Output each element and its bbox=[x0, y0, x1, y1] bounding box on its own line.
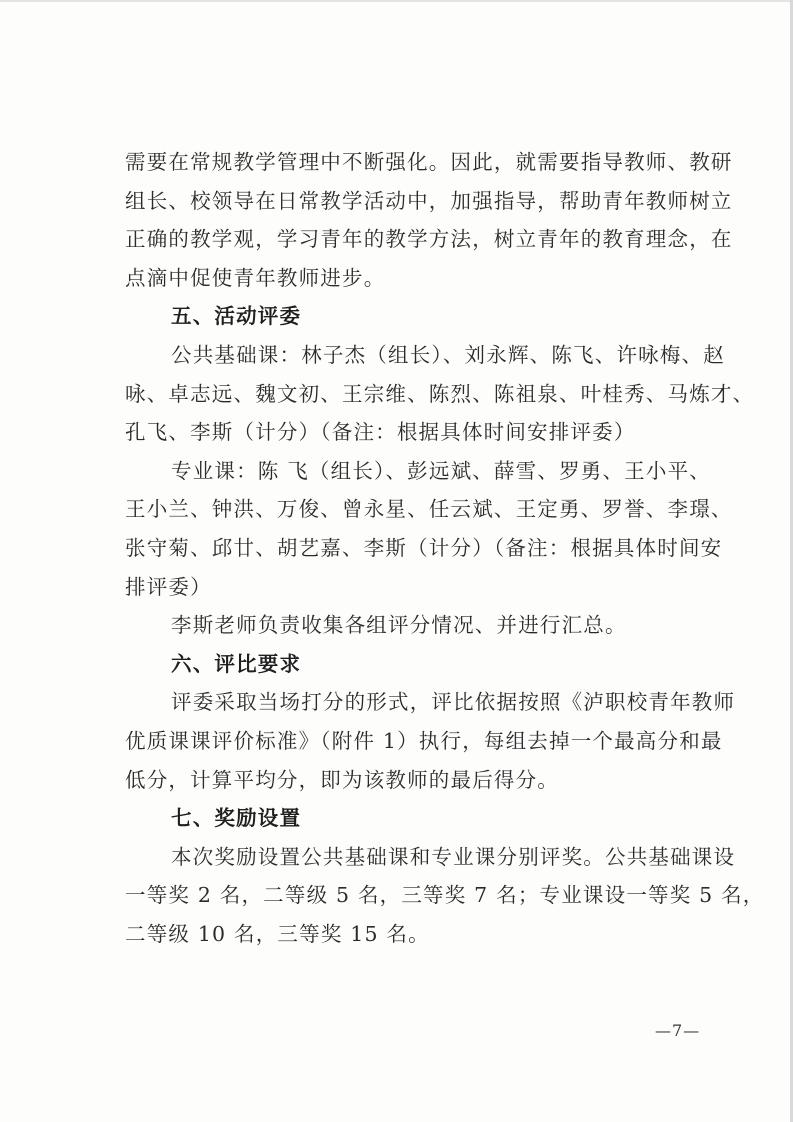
section-heading-requirements: 六、评比要求 bbox=[171, 651, 302, 676]
paragraph-line: 李斯老师负责收集各组评分情况、并进行汇总。 bbox=[171, 613, 627, 638]
section-heading-judges: 五、活动评委 bbox=[171, 304, 302, 329]
paragraph-line: 一等奖 2 名，二等级 5 名，三等奖 7 名；专业课设一等奖 5 名， bbox=[125, 883, 765, 908]
paragraph-line: 评委采取当场打分的形式，评比依据按照《泸职校青年教师 bbox=[171, 690, 736, 715]
paragraph-line: 张守菊、邱廿、胡艺嘉、李斯（计分）（备注：根据具体时间安 bbox=[125, 535, 723, 560]
paragraph-line: 优质课课评价标准》（附件 1）执行，每组去掉一个最高分和最 bbox=[125, 728, 723, 753]
paragraph-line: 公共基础课：林子杰（组长）、刘永辉、陈飞、许咏梅、赵 bbox=[171, 342, 725, 367]
paragraph-line: 组长、校领导在日常教学活动中，加强指导，帮助青年教师树立 bbox=[125, 188, 733, 213]
paragraph-line: 孔飞、李斯（计分）（备注：根据具体时间安排评委） bbox=[125, 420, 636, 445]
section-heading-awards: 七、奖励设置 bbox=[171, 806, 302, 831]
paragraph-line: 王小兰、钟洪、万俊、曾永星、任云斌、王定勇、罗誉、李璟、 bbox=[125, 497, 733, 522]
paragraph-line: 排评委） bbox=[125, 574, 212, 599]
page-number: —7— bbox=[655, 1021, 701, 1040]
paragraph-line: 二等级 10 名，三等奖 15 名。 bbox=[125, 921, 430, 946]
paragraph-line: 咏、卓志远、魏文初、王宗维、陈烈、陈祖泉、叶桂秀、马炼才、 bbox=[125, 381, 755, 406]
paragraph-line: 需要在常规教学管理中不断强化。因此，就需要指导教师、教研 bbox=[125, 150, 733, 174]
paragraph-line: 专业课：陈 飞（组长）、彭远斌、薛雪、罗勇、王小平、 bbox=[171, 458, 711, 483]
paragraph-line: 本次奖励设置公共基础课和专业课分别评奖。公共基础课设 bbox=[171, 844, 736, 869]
paragraph-line: 低分，计算平均分，即为该教师的最后得分。 bbox=[125, 767, 559, 792]
paragraph-line: 正确的教学观，学习青年的教学方法，树立青年的教育理念，在 bbox=[125, 227, 733, 252]
document-body bbox=[125, 143, 765, 953]
scan-top-edge bbox=[0, 0, 793, 2]
paragraph-line: 点滴中促使青年教师进步。 bbox=[125, 265, 386, 290]
